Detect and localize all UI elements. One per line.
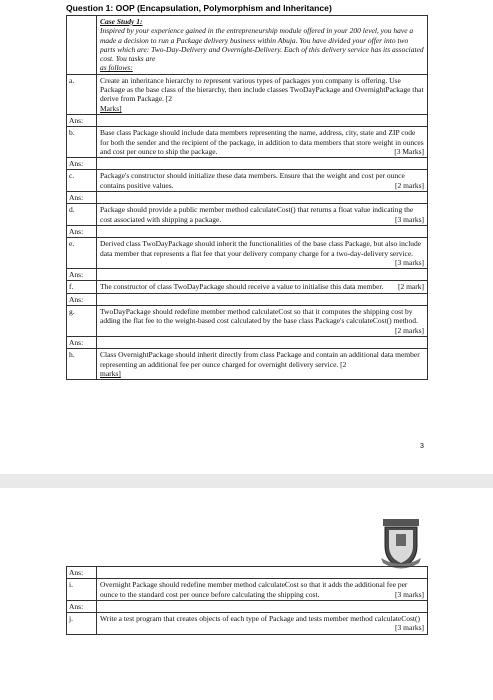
question-table xyxy=(66,15,428,380)
answer-cell xyxy=(97,269,428,281)
question-row-c xyxy=(67,170,428,192)
item-label: i. xyxy=(67,579,97,601)
item-text-cell xyxy=(97,613,428,635)
answer-cell xyxy=(97,567,428,579)
row-label-empty xyxy=(67,16,97,75)
question-row-j xyxy=(67,613,428,635)
item-text-cell xyxy=(97,579,428,601)
item-text-cell xyxy=(97,281,428,293)
item-marks: [2 mark] xyxy=(397,282,424,292)
item-marks: marks] xyxy=(100,368,121,378)
answer-row xyxy=(67,293,428,305)
item-marks: [3 marks] xyxy=(395,214,424,224)
item-marks: [2 marks] xyxy=(395,180,424,190)
item-marks: [2 marks] xyxy=(395,325,424,335)
item-text: Create an inheritance hierarchy to represent various types of packages you company is offering. Use Package as the base class of the hierarchy, then include classes TwoDayPackage and OvernightPackage that derive from Package. [2 xyxy=(100,75,424,104)
question-row-i xyxy=(67,579,428,601)
answer-row xyxy=(67,567,428,579)
item-text-cell xyxy=(97,127,428,158)
case-study-cell xyxy=(97,16,428,75)
item-label: j. xyxy=(67,613,97,635)
case-study-heading: Case Study 1: xyxy=(100,17,143,26)
answer-row xyxy=(67,192,428,204)
item-label: e. xyxy=(67,238,97,269)
ans-label: Ans: xyxy=(67,192,97,204)
case-study-body: Inspired by your experience gained in the entrepreneurship module offered in your 200 level, you have a made a decision to run a Package delivery business within Abuja. You have divided your offer into two parts which are: Two-Day-Delivery and Overnight-Delivery. Each of this delivery service has its associated cost. You tasks are xyxy=(100,26,424,64)
item-marks: [3 marks] xyxy=(395,623,424,633)
answer-cell xyxy=(97,114,428,126)
answer-row xyxy=(67,600,428,612)
question-row-e xyxy=(67,238,428,269)
item-label: b. xyxy=(67,127,97,158)
item-text: Derived class TwoDayPackage should inherit the functionalities of the base class Package, but also include data member that represents a flat fee that your delivery company charge for a two-day-delivery service. xyxy=(100,239,422,258)
item-text-cell xyxy=(97,349,428,380)
ans-label: Ans: xyxy=(67,114,97,126)
item-text: TwoDayPackage should redefine member method calculateCost so that it computes the shipping cost by adding the flat fee to the weight-based cost calculated by the base class Package's calculateCost() method. xyxy=(100,307,418,326)
answer-row xyxy=(67,225,428,237)
answer-row xyxy=(67,114,428,126)
item-text: The constructor of class TwoDayPackage should receive a value to initialise this data member. xyxy=(100,282,384,292)
ans-label: Ans: xyxy=(67,336,97,348)
answer-cell xyxy=(97,158,428,170)
item-text: Base class Package should include data members representing the name, address, city, state and ZIP code for both the sender and the recipient of the package, in addition to data members that store weight in ounces and cost per ounce to ship the package. xyxy=(100,128,424,156)
item-text: Package should provide a public member method calculateCost() that returns a float value indicating the cost associated with shipping a package. xyxy=(100,205,414,224)
item-text-cell xyxy=(97,238,428,269)
ans-label: Ans: xyxy=(67,600,97,612)
item-text-cell xyxy=(97,204,428,226)
answer-cell xyxy=(97,225,428,237)
case-study-row xyxy=(67,16,428,75)
item-marks: Marks] xyxy=(100,103,122,113)
item-text-cell xyxy=(97,306,428,337)
item-marks: [3 marks] xyxy=(395,257,424,267)
ans-label: Ans: xyxy=(67,225,97,237)
ans-label: Ans: xyxy=(67,158,97,170)
question-row-d xyxy=(67,204,428,226)
question-row-b xyxy=(67,127,428,158)
ans-label: Ans: xyxy=(67,293,97,305)
question-title: Question 1: OOP (Encapsulation, Polymorphism and Inheritance) xyxy=(66,3,332,13)
item-label: a. xyxy=(67,74,97,114)
answer-row xyxy=(67,269,428,281)
answer-cell xyxy=(97,293,428,305)
item-label: c. xyxy=(67,170,97,192)
item-marks: [3 marks] xyxy=(395,589,424,599)
page-number: 3 xyxy=(420,443,424,450)
item-marks: [3 Marks] xyxy=(394,146,424,156)
item-text-cell xyxy=(97,74,428,114)
answer-row xyxy=(67,158,428,170)
item-text: Class OvernightPackage should inherit directly from class Package and contain an additional data member representing an additional fee per ounce charged for overnight delivery service. [2 xyxy=(100,350,420,369)
item-label: d. xyxy=(67,204,97,226)
answer-cell xyxy=(97,192,428,204)
ans-label: Ans: xyxy=(67,269,97,281)
question-row-f xyxy=(67,281,428,293)
case-study-footer: as follows: xyxy=(100,63,133,73)
item-text: Overnight Package should redefine member method calculateCost so that it adds the additional fee per ounce to the standard cost per ounce before calculating the shipping cost. xyxy=(100,580,408,599)
question-row-g xyxy=(67,306,428,337)
answer-cell xyxy=(97,336,428,348)
item-text: Package's constructor should initialize these data members. Ensure that the weight and cost per ounce contains positive values. xyxy=(100,171,405,190)
question-row-a xyxy=(67,74,428,114)
item-label: g. xyxy=(67,306,97,337)
question-row-h xyxy=(67,349,428,380)
ans-label: Ans: xyxy=(67,567,97,579)
answer-cell xyxy=(97,600,428,612)
item-text: Write a test program that creates objects of each type of Package and tests member method calculateCost() xyxy=(100,614,420,624)
item-label: f. xyxy=(67,281,97,293)
question-table-2 xyxy=(66,566,428,635)
answer-row xyxy=(67,336,428,348)
item-label: h. xyxy=(67,349,97,380)
item-text-cell xyxy=(97,170,428,192)
university-crest-logo xyxy=(378,518,424,570)
